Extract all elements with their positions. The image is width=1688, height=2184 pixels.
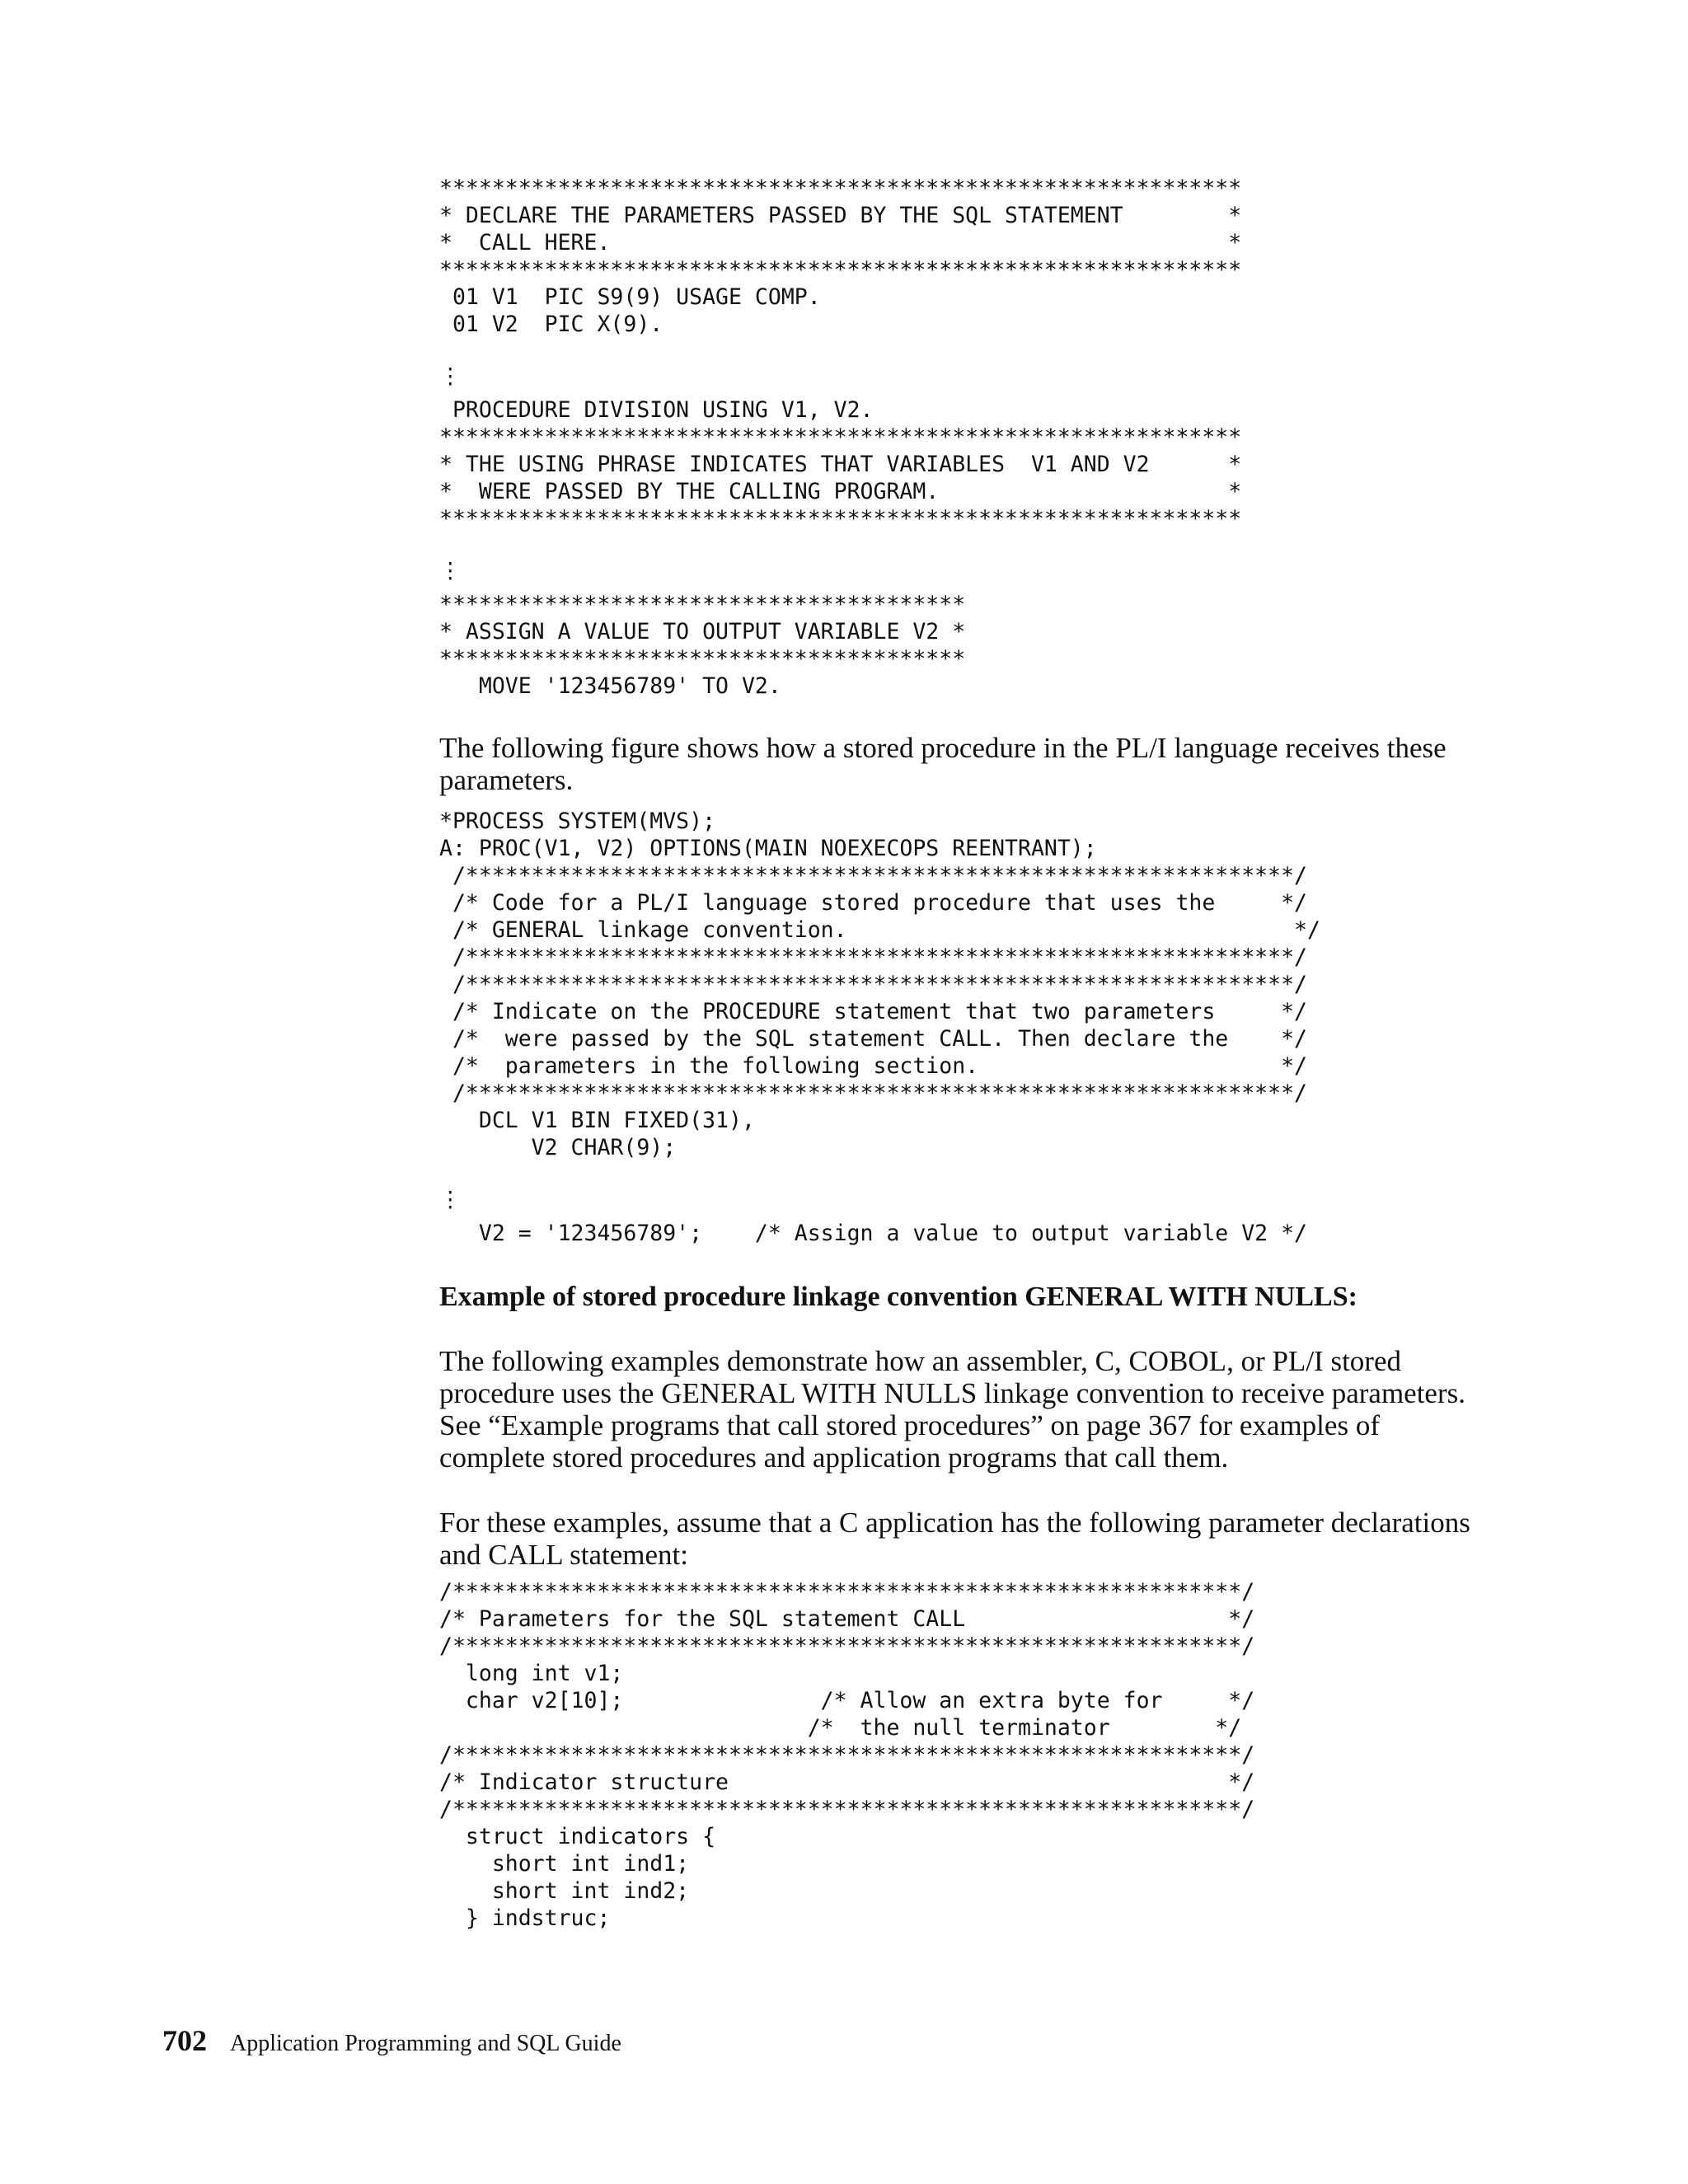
pli-intro-paragraph: The following figure shows how a stored procedure in the PL/I language receives these parameters. (439, 732, 1447, 796)
examples-intro-paragraph: The following examples demonstrate how an assembler, C, COBOL, or PL/I stored procedure uses the GENERAL WITH NULLS linkage convention to receive parameters. See “Example programs that call stored procedures” on page 367 for examples of complete stored procedures and application programs that call them. (439, 1345, 1465, 1474)
vertical-ellipsis: ⋮ (439, 363, 462, 389)
c-intro-paragraph: For these examples, assume that a C application has the following parameter declarations and CALL statement: (439, 1507, 1470, 1571)
cobol-parameter-declarations: ************************************************************* * DECLARE THE PARAMETERS PASSED BY THE SQL STATEMENT * * CALL HERE. * ************************************************************* 01 V1 PIC S9(9) USAGE COMP. 01 V2 PIC X(9). (439, 176, 1242, 337)
cobol-procedure-division: PROCEDURE DIVISION USING V1, V2. ************************************************************* * THE USING PHRASE INDICATES THAT VARIABLES V1 AND V2 * * WERE PASSED BY THE CALLING PROGRAM. * ************************************************************* (439, 397, 1242, 532)
section-heading: Example of stored procedure linkage convention GENERAL WITH NULLS: (439, 1282, 1357, 1312)
c-parameter-declarations: /************************************************************/ /* Parameters for the SQL statement CALL */ /************************************************************/ long int v1; char v2[10]; /* Allow an extra byte for */ /* the null terminator */ /************************************************************/ /* Indicator structure */ /************************************************************/ struct indicators { short int ind1; short int ind2; } indstruc; (439, 1579, 1255, 1931)
cobol-assign-output: **************************************** * ASSIGN A VALUE TO OUTPUT VARIABLE V2 * **************************************** MOVE '123456789' TO V2. (439, 592, 966, 699)
vertical-ellipsis: ⋮ (439, 1187, 462, 1212)
page-number: 702 (162, 2024, 207, 2057)
page-footer (162, 2023, 621, 2058)
pli-procedure-code: *PROCESS SYSTEM(MVS); A: PROC(V1, V2) OPTIONS(MAIN NOEXECOPS REENTRANT); /***************************************************************/ /* Code for a PL/I language stored procedure that uses the */ /* GENERAL linkage convention. */ /***************************************************************/ /***************************************************************/ /* Indicate on the PROCEDURE statement that two parameters */ /* were passed by the SQL statement CALL. Then declare the */ /* parameters in the following section. */ /***************************************************************/ DCL V1 BIN FIXED(31), V2 CHAR(9); (439, 808, 1320, 1160)
book-title: Application Programming and SQL Guide (230, 2031, 621, 2056)
pli-assign-output: V2 = '123456789'; /* Assign a value to output variable V2 */ (439, 1221, 1307, 1246)
vertical-ellipsis: ⋮ (439, 558, 462, 583)
